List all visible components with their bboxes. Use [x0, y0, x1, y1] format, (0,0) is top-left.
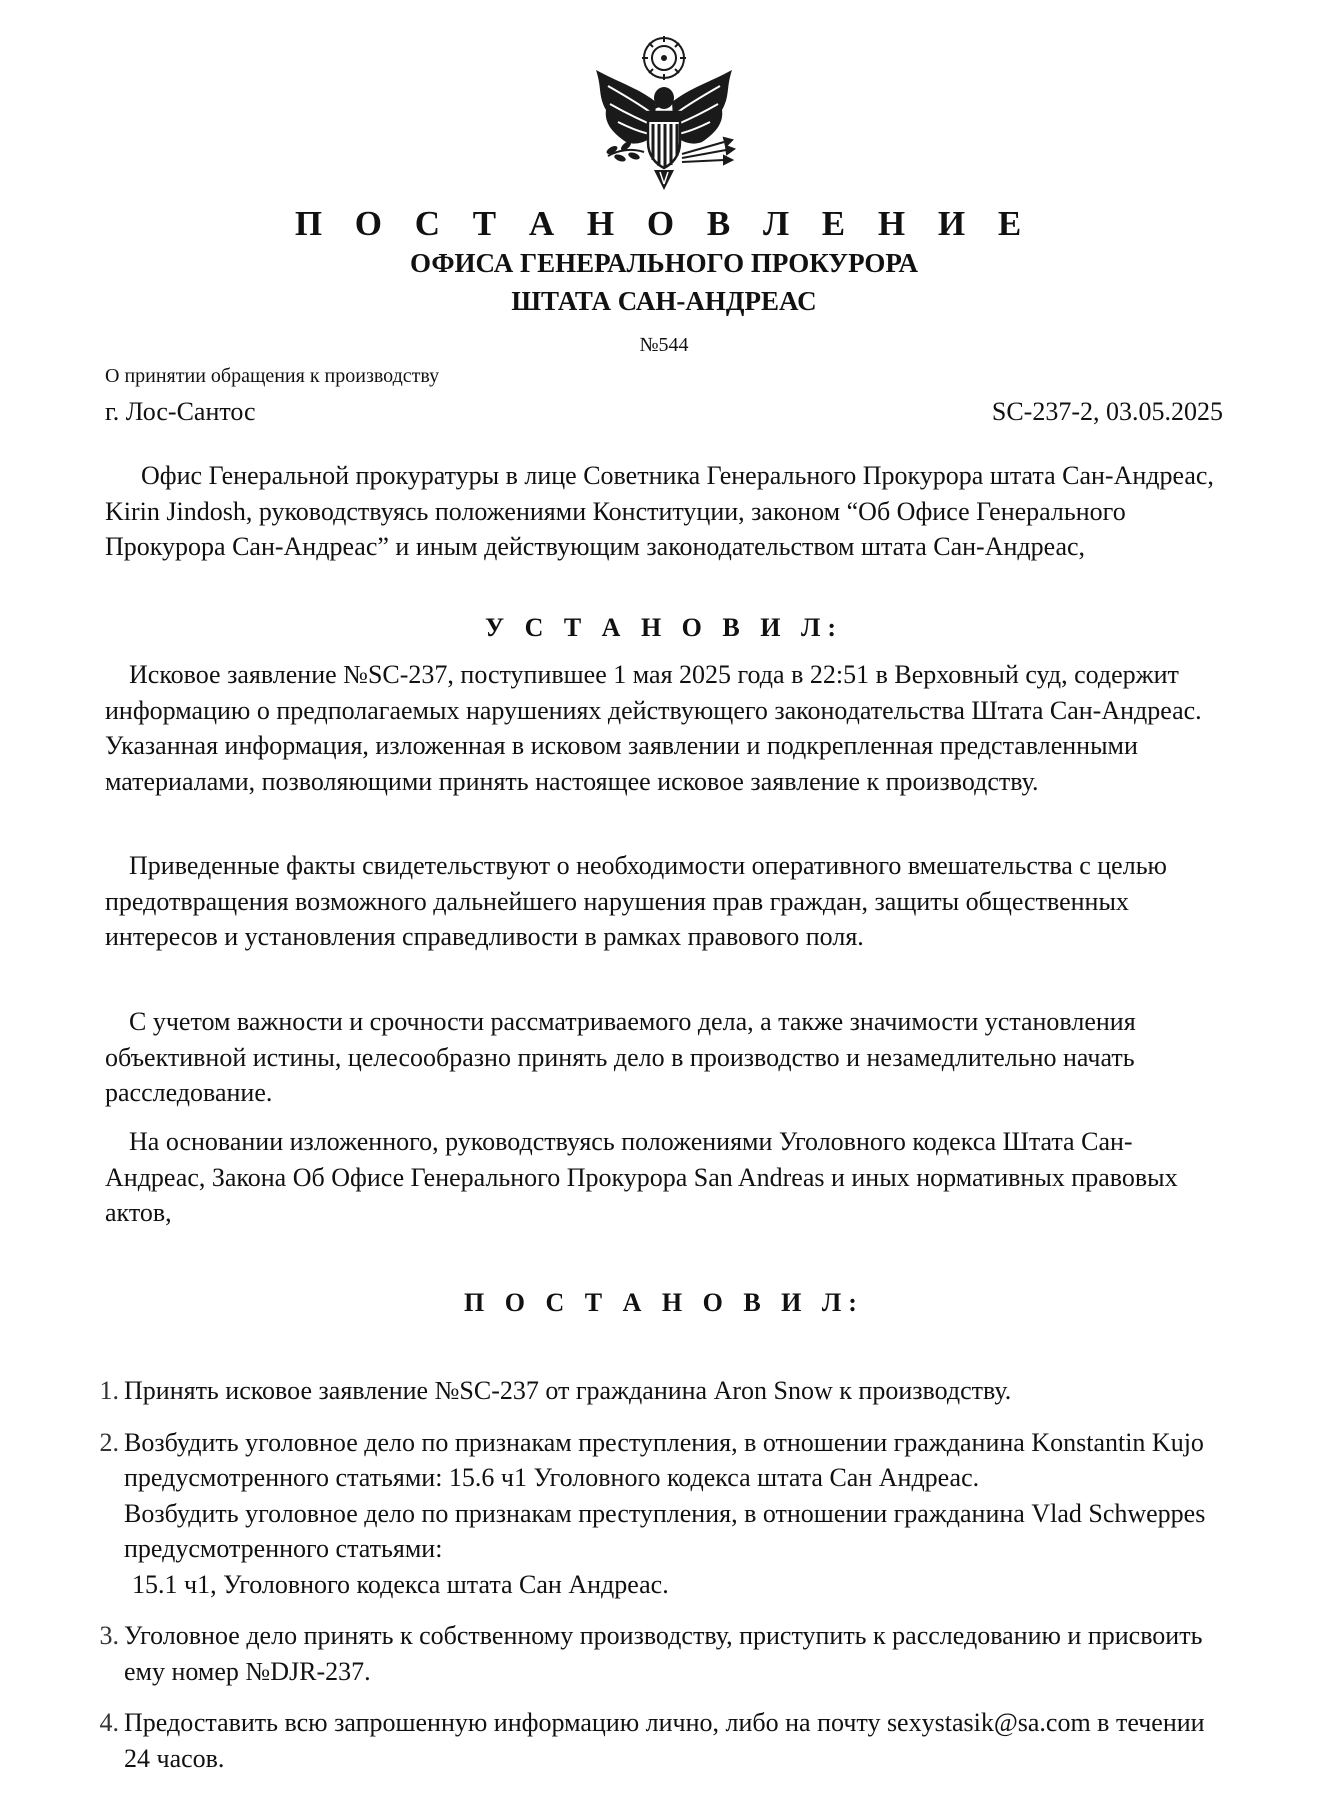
- document-title: П О С Т А Н О В Л Е Н И Е: [294, 204, 1034, 243]
- document-subtitle-office: ОФИСА ГЕНЕРАЛЬНОГО ПРОКУРОРА: [410, 248, 918, 278]
- decision-item: [0, 1425, 1328, 1603]
- intro-paragraph: Офис Генеральной прокуратуры в лице Советника Генерального Прокурора штата Сан-Андреас, Kirin Jindosh, руководствуясь положениями Конституции, законом “Об Офисе Генерального Прокурора Сан-Андреас” и иным действующим законодательством штата Сан-Андреас,: [105, 461, 1214, 561]
- document-number: №544: [639, 334, 689, 356]
- decision-text-articles: 15.1 ч1, Уголовного кодекса штата Сан Андреас.: [132, 1569, 669, 1599]
- decision-number: 1.: [99, 1376, 119, 1405]
- decision-list: [0, 1373, 1328, 1792]
- decision-text: Принять исковое заявление №SC-237 от гражданина Aron Snow к производству.: [124, 1376, 1012, 1405]
- decision-text: Предоставить всю запрошенную информацию лично, либо на почту sexystasik@sa.com в течении 24 часов.: [124, 1708, 1205, 1773]
- decision-text-secondary: Возбудить уголовное дело по признакам преступления, в отношении гражданина Vlad Schweppes предусмотренного статьями:: [124, 1498, 1206, 1563]
- established-heading: У С Т А Н О В И Л:: [484, 613, 844, 642]
- document-subtitle-state: ШТАТА САН-АНДРЕАС: [511, 286, 817, 316]
- decision-item: [0, 1705, 1328, 1776]
- established-paragraph-2: Приведенные факты свидетельствуют о необходимости оперативного вмешательства с целью предотвращения возможного дальнейшего нарушения прав граждан, защиты общественных интересов и установления справедливости в рамках правового поля.: [105, 851, 1167, 951]
- decision-text: Возбудить уголовное дело по признакам преступления, в отношении гражданина Konstantin Kujo предусмотренного статьями: 15.6 ч1 Уголовного кодекса штата Сан Андреас.: [124, 1427, 1204, 1492]
- document-reference: SC-237-2, 03.05.2025: [991, 397, 1223, 426]
- established-paragraph-3: С учетом важности и срочности рассматриваемого дела, а также значимости установления объективной истины, целесообразно принять дело в производство и незамедлительно начать расследование.: [105, 1007, 1136, 1107]
- document-city: г. Лос-Сантос: [105, 397, 256, 426]
- eagle-seal-icon: [578, 30, 750, 202]
- crest-icon: [642, 36, 686, 80]
- decision-number: 2.: [99, 1427, 119, 1457]
- olive-branch-icon: [605, 140, 644, 163]
- decided-heading: П О С Т А Н О В И Л:: [464, 1288, 864, 1317]
- established-paragraph-1: Исковое заявление №SC-237, поступившее 1 мая 2025 года в 22:51 в Верховный суд, содержит информацию о предполагаемых нарушениях действующего законодательства Штата Сан-Андреас. Указанная информация, изложенная в исковом заявлении и подкрепленная представленными материалами, позволяющими принять настоящее исковое заявление к производству.: [105, 660, 1202, 796]
- document-subject: О принятии обращения к производству: [105, 365, 440, 387]
- decision-item: [0, 1373, 1328, 1409]
- established-paragraph-4: На основании изложенного, руководствуясь положениями Уголовного кодекса Штата Сан-Андреас, Закона Об Офисе Генерального Прокурора San Andreas и иных нормативных правовых актов,: [105, 1127, 1178, 1227]
- decision-item: [0, 1618, 1328, 1689]
- decision-text: Уголовное дело принять к собственному производству, приступить к расследованию и присвоить ему номер №DJR-237.: [124, 1621, 1203, 1686]
- decision-number: 3.: [99, 1621, 119, 1650]
- decision-number: 4.: [99, 1708, 119, 1737]
